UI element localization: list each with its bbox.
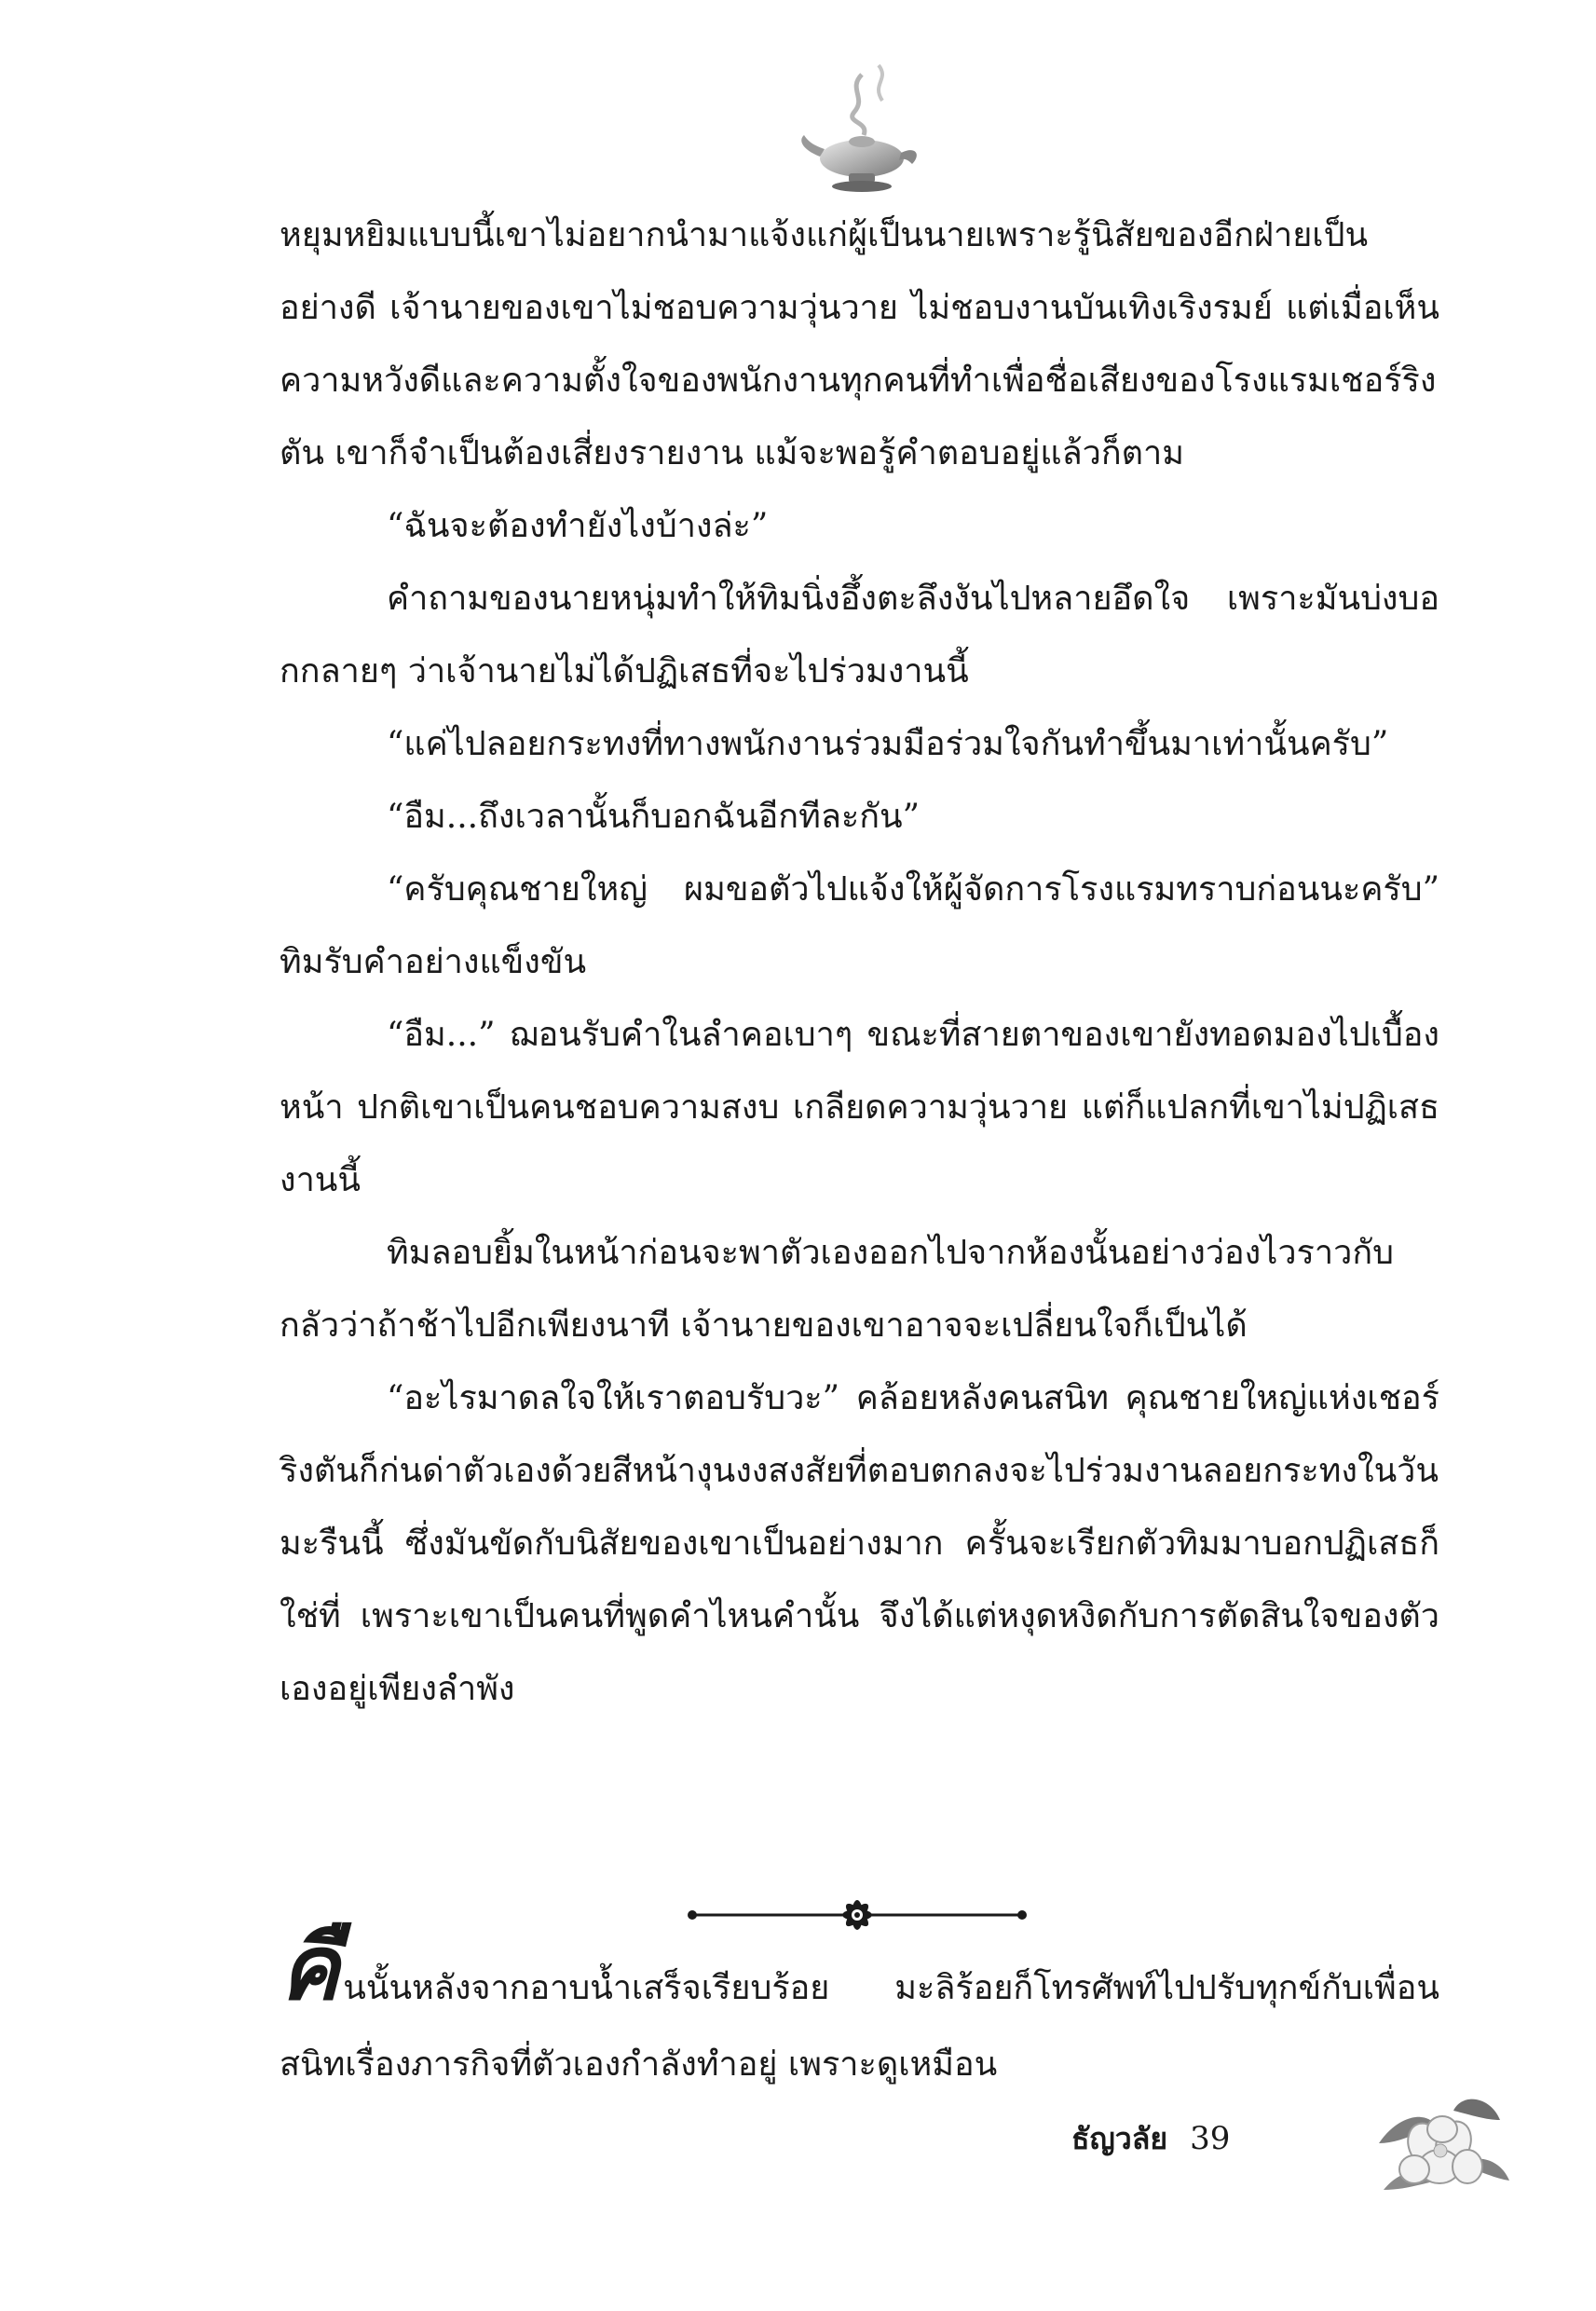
paragraph: “อืม...” ฌอนรับคำในลำคอเบาๆ ขณะที่สายตาของเขายังทอดมองไปเบื้องหน้า ปกติเขาเป็นคนชอบความสงบ เกลียดความวุ่นวาย แต่ก็แปลกที่เขาไม่ปฏิเสธงานนี้ (280, 1016, 1439, 1199)
chapter-opening-text: นนั้นหลังจากอาบน้ำเสร็จเรียบร้อย มะลิร้อยก็โทรศัพท์ไปปรับทุกข์กับเพื่อนสนิทเรื่องภารกิจที่ตัวเองกำลังทำอยู่ เพราะดูเหมือน (280, 1969, 1439, 2084)
section-divider-icon (685, 1892, 1030, 1938)
jasmine-flower-icon (1360, 2078, 1519, 2208)
paragraph: คำถามของนายหนุ่มทำให้ทิมนิ่งอึ้งตะลึงงันไปหลายอึดใจ เพราะมันบ่งบอกกลายๆ ว่าเจ้านายไม่ได้ปฏิเสธที่จะไปร่วมงานนี้ (280, 580, 1439, 691)
chapter-opening (280, 1916, 1439, 2103)
genie-lamp-icon (797, 56, 927, 196)
paragraph: “ครับคุณชายใหญ่ ผมขอตัวไปแจ้งให้ผู้จัดการโรงแรมทราบก่อนนะครับ” ทิมรับคำอย่างแข็งขัน (280, 870, 1439, 981)
author-name: ธัญวลัย (1071, 2120, 1168, 2156)
body-text (280, 199, 1439, 1726)
paragraph: ทิมลอบยิ้มในหน้าก่อนจะพาตัวเองออกไปจากห้องนั้นอย่างว่องไวราวกับกลัวว่าถ้าช้าไปอีกเพียงนาที เจ้านายของเขาอาจจะเปลี่ยนใจก็เป็นได้ (280, 1234, 1394, 1345)
page-footer (1071, 2111, 1230, 2167)
page-number: 39 (1190, 2120, 1231, 2157)
paragraph (280, 1916, 1439, 2103)
paragraph: “อะไรมาดลใจให้เราตอบรับวะ” คล้อยหลังคนสนิท คุณชายใหญ่แห่งเชอร์ริงตันก็ก่นด่าตัวเองด้วยสีหน้างุนงงสงสัยที่ตอบตกลงจะไปร่วมงานลอยกระทงในวันมะรืนนี้ ซึ่งมันขัดกับนิสัยของเขาเป็นอย่างมาก ครั้นจะเรียกตัวทิมมาบอกปฏิเสธก็ใช่ที่ เพราะเขาเป็นคนที่พูดคำไหนคำนั้น จึงได้แต่หงุดหงิดกับการตัดสินใจของตัวเองอยู่เพียงลำพัง (280, 1379, 1439, 1708)
paragraph: “ฉันจะต้องทำยังไงบ้างล่ะ” (387, 507, 769, 545)
paragraph: หยุมหยิมแบบนี้เขาไม่อยากนำมาแจ้งแก่ผู้เป็นนายเพราะรู้นิสัยของอีกฝ่ายเป็นอย่างดี เจ้านายของเขาไม่ชอบความวุ่นวาย ไม่ชอบงานบันเทิงเริงรมย์ แต่เมื่อเห็นความหวังดีและความตั้งใจของพนักงานทุกคนที่ทำเพื่อชื่อเสียงของโรงแรมเชอร์ริงตัน เขาก็จำเป็นต้องเสี่ยงรายงาน แม้จะพอรู้คำตอบอยู่แล้วก็ตาม (280, 216, 1439, 472)
paragraph: “แค่ไปลอยกระทงที่ทางพนักงานร่วมมือร่วมใจกันทำขึ้นมาเท่านั้นครับ” (387, 725, 1389, 763)
drop-initial: คื (280, 1916, 340, 2020)
paragraph: “อืม...ถึงเวลานั้นก็บอกฉันอีกทีละกัน” (387, 798, 921, 836)
